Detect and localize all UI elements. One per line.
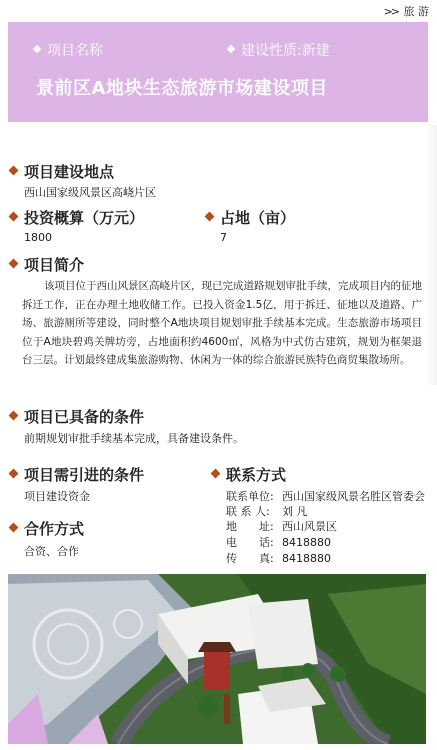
investment-value: 1800 xyxy=(24,231,52,244)
diamond-bullet-icon xyxy=(33,45,41,53)
contact-row-unit: 联系单位: 西山国家级风景名胜区管委会 xyxy=(226,490,425,503)
conditions-heading: 项目已具备的条件 xyxy=(10,406,144,427)
diamond-bullet-icon xyxy=(227,45,235,53)
location-value: 西山国家级风景区高峣片区 xyxy=(24,186,156,199)
intro-paragraph: 该项目位于西山风景区高峣片区，现已完成道路规划审批手续，完成项目内的征地拆迁工作，正在办理土地收储工作。已投入资金1.5亿，用于拆迁、征地以及道路、广场、旅游厕所等建设，同时整个A地块项目规划审批手续基本完成。生态旅游市场项目位于A地块碧鸡关牌坊旁，占地面积约4600㎡，风格为中式仿古建筑，规划为框架退台三层。计划最终建成集旅游购物、休闲为一体的综合旅游民族特色商贸集散场所。 xyxy=(22,280,422,366)
construction-nature: 建设性质:新建 xyxy=(228,40,330,60)
contact-row-person: 联 系 人: 刘 凡 xyxy=(226,505,308,518)
intro-heading: 项目简介 xyxy=(10,254,84,275)
project-name-label: 项目名称 xyxy=(34,40,103,60)
conditions-value: 前期规划审批手续基本完成，具备建设条件。 xyxy=(24,432,244,445)
diamond-bullet-icon xyxy=(9,212,19,222)
diamond-bullet-icon xyxy=(9,411,19,421)
diamond-bullet-icon xyxy=(9,523,19,533)
double-chevron-right-icon: >> xyxy=(383,5,398,18)
diamond-bullet-icon xyxy=(9,469,19,479)
contact-row-fax: 传 真: 8418880 xyxy=(226,552,331,565)
investment-heading: 投资概算（万元） xyxy=(10,207,144,228)
diamond-bullet-icon xyxy=(211,469,221,479)
contact-row-phone: 电 话: 8418880 xyxy=(226,536,331,549)
contact-row-address: 地 址: 西山风景区 xyxy=(226,520,337,533)
diamond-bullet-icon xyxy=(9,166,19,176)
page-edge-shadow xyxy=(425,125,437,385)
needs-value: 项目建设资金 xyxy=(24,490,90,503)
cooperation-heading: 合作方式 xyxy=(10,518,84,539)
breadcrumb-label: 旅 游 xyxy=(403,5,429,18)
diamond-bullet-icon xyxy=(205,212,215,222)
area-value: 7 xyxy=(220,231,227,244)
area-heading: 占地（亩） xyxy=(206,207,295,228)
project-rendering-image xyxy=(8,574,426,744)
project-title: 景前区A地块生态旅游市场建设项目 xyxy=(36,78,328,99)
diamond-bullet-icon xyxy=(9,259,19,269)
location-heading: 项目建设地点 xyxy=(10,161,114,182)
title-banner xyxy=(8,22,428,122)
needs-heading: 项目需引进的条件 xyxy=(10,464,144,485)
breadcrumb xyxy=(384,3,429,19)
contact-heading: 联系方式 xyxy=(212,464,286,485)
cooperation-value: 合资、合作 xyxy=(24,545,79,558)
